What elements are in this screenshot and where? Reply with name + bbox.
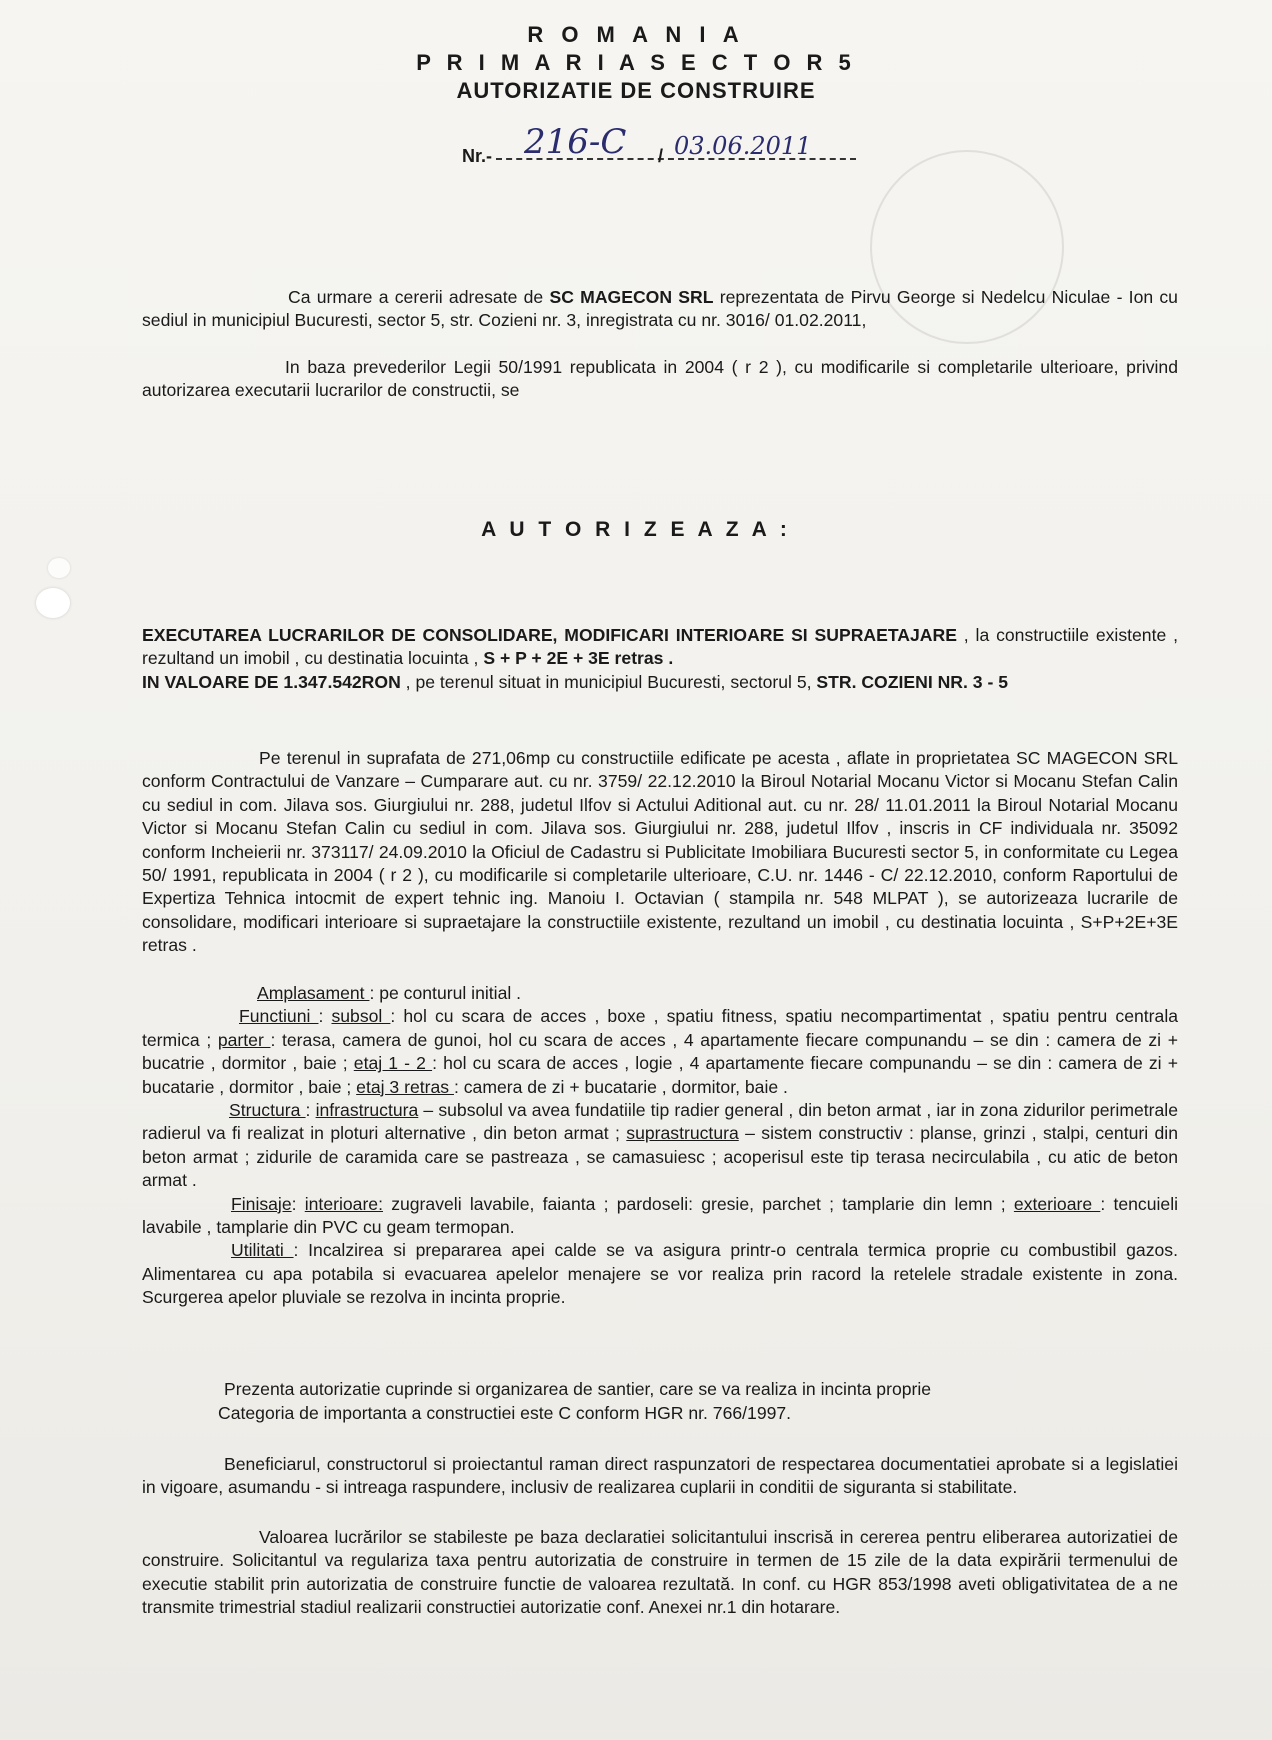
punch-hole-lower [48, 558, 70, 578]
nr-separator: / [658, 146, 664, 166]
amplasament-line: Amplasament : pe conturul initial . [257, 983, 522, 1003]
autorizeaza-heading: A U T O R I Z E A Z A : [481, 518, 791, 541]
land-paragraph: Pe terenul in suprafata de 271,06mp cu constructiile edificate pe acesta , aflate in proprietatea SC MAGECON SRL conform Contractului de Vanzare – Cumparare aut. cu nr. 3759/ 22.12.2010 la Biroul Notarial Mocanu Victor si Mocanu Stefan Calin cu sediul in com. Jilava sos. Giurgiului nr. 288, judetul Ilfov si Actului Aditional aut. cu nr. 28/ 11.01.2011 la Biroul Notarial Mocanu Victor si Mocanu Stefan Calin cu sediul in com. Jilava sos. Giurgiului nr. 288, judetul Ilfov , inscris in CF individuala nr. 35092 conform Incheierii nr. 373117/ 24.09.2010 la Oficiul de Cadastru si Publicitate Imobiliara Bucuresti sector 5, in conformitate cu Legea 50/ 1991, republicata in 2004 ( r 2 ), cu modificarile si completarile ulterioare, C.U. nr. 1446 - C/ 22.12.2010, conform Raportului de Expertiza Tehnica intocmit de expert tehnic ing. Manoiu I. Octavian ( stampila nr. 548 MLPAT ), se autorizeaza lucrarile de consolidare, modificari interioare si supraetajare la constructiile existente, rezultand un imobil , cu destinatia locuinta , S+P+2E+3E retras . [142, 748, 1178, 956]
functiuni-paragraph: Functiuni : subsol : hol cu scara de acces , boxe , spatiu fitness, spatiu necompartimentat , spatiu pentru centrala termica ; parter : terasa, camera de gunoi, hol cu scara de acces , 4 apartamente fiecare compunandu – se din : camera de zi + bucatrie , dormitor , baie ; etaj 1 - 2 : hol cu scara de acces , logie , 4 apartamente fiecare compunandu – se din : camera de zi + bucatarie , dormitor , baie ; etaj 3 retras : camera de zi + bucatarie , dormitor, baie . [142, 1006, 1179, 1097]
utilitati-paragraph: Utilitati : Incalzirea si prepararea apei calde se va asigura printr-o centrala termica proprie cu combustibil gazos. Alimentarea cu apa potabila si evacuarea apelelor menajere se vor realiza prin racord la retelele stradale existente in zona. Scurgerea apelor pluviale se rezolva in incinta proprie. [142, 1240, 1178, 1308]
beneficiarul-paragraph: Beneficiarul, constructorul si proiectantul raman direct raspunzatori de respectarea documentatiei aprobate si a legislatiei in vigoare, asumandu - si intreaga raspundere, inclusiv de realizarea cuplarii in conditii de siguranta si stabilitate. [142, 1454, 1178, 1498]
street-address: STR. COZIENI NR. 3 - 5 [816, 671, 1008, 692]
details-block [142, 982, 1178, 1310]
handwritten-date: 03.06.2011 [674, 132, 812, 160]
finisaje-paragraph: Finisaje: interioare: zugraveli lavabile, faianta ; pardoseli: gresie, parchet ; tamplarie din lemn ; exterioare : tencuieli lavabile , tamplarie din PVC cu geam termopan. [142, 1193, 1179, 1238]
document-title: AUTORIZATIE DE CONSTRUIRE [456, 78, 816, 103]
categoria-line: Categoria de importanta a constructiei este C conform HGR nr. 766/1997. [218, 1403, 792, 1423]
legal-basis-paragraph: In baza prevederilor Legii 50/1991 republicata in 2004 ( r 2 ), cu modificarile si completarile ulterioare, privind autorizarea executarii lucrarilor de constructii, se [142, 357, 1178, 401]
intro-paragraph: Ca urmare a cererii adresate de SC MAGECON SRL reprezentata de Pirvu George si Nedelcu Niculae - Ion cu sediul in municipiul Bucuresti, sector 5, str. Cozieni nr. 3, inregistrata cu nr. 3016/ 01.02.2011, [142, 287, 1178, 331]
handwritten-number: 216-C [524, 122, 627, 162]
organizare-line: Prezenta autorizatie cuprinde si organizarea de santier, care se va realiza in incinta proprie [224, 1379, 932, 1399]
scope-paragraph: EXECUTAREA LUCRARILOR DE CONSOLIDARE, MODIFICARI INTERIOARE SI SUPRAETAJARE , la constructiile existente , rezultand un imobil , cu destinatia locuinta , S + P + 2E + 3E retras . IN VALOARE DE 1.347.542RON , pe terenul situat in municipiul Bucuresti, sectorul 5, STR. COZIENI NR. 3 - 5 [142, 625, 1178, 692]
punch-hole-upper [36, 588, 70, 618]
construction-value: IN VALOARE DE 1.347.542RON [142, 671, 401, 692]
nr-label: Nr.- [462, 146, 493, 166]
applicant-company: SC MAGECON SRL [549, 287, 714, 307]
institution-heading: P R I M A R I A S E C T O R 5 [416, 50, 856, 75]
registration-number-line [462, 124, 862, 164]
country-heading: R O M A N I A [527, 22, 745, 47]
structura-paragraph: Structura : infrastructura – subsolul va avea fundatiile tip radier general , din beton armat , iar in zona zidurilor perimetrale radierul va fi realizat in ploturi alternative , din beton armat ; suprastructura – sistem constructiv : planse, grinzi , stalpi, centuri din beton armat ; zidurile de caramida care se pastreaza , se camasuiesc ; acoperisul este tip terasa necirculabila , cu atic de beton armat . [142, 1100, 1178, 1191]
valoarea-paragraph: Valoarea lucrărilor se stabileste pe baza declaratiei solicitantului inscrisă in cererea pentru eliberarea autorizatiei de construire. Solicitantul va regulariza taxa pentru autorizatia de construire in termen de 15 zile de la data expirării termenului de executie stabilit prin autorizatia de construire functie de valoarea rezultată. In conf. cu HGR 853/1998 aveti obligativitatea de a ne transmite trimestrial stadiul realizarii constructiei autorizatie conf. Anexei nr.1 din hotarare. [142, 1527, 1178, 1618]
